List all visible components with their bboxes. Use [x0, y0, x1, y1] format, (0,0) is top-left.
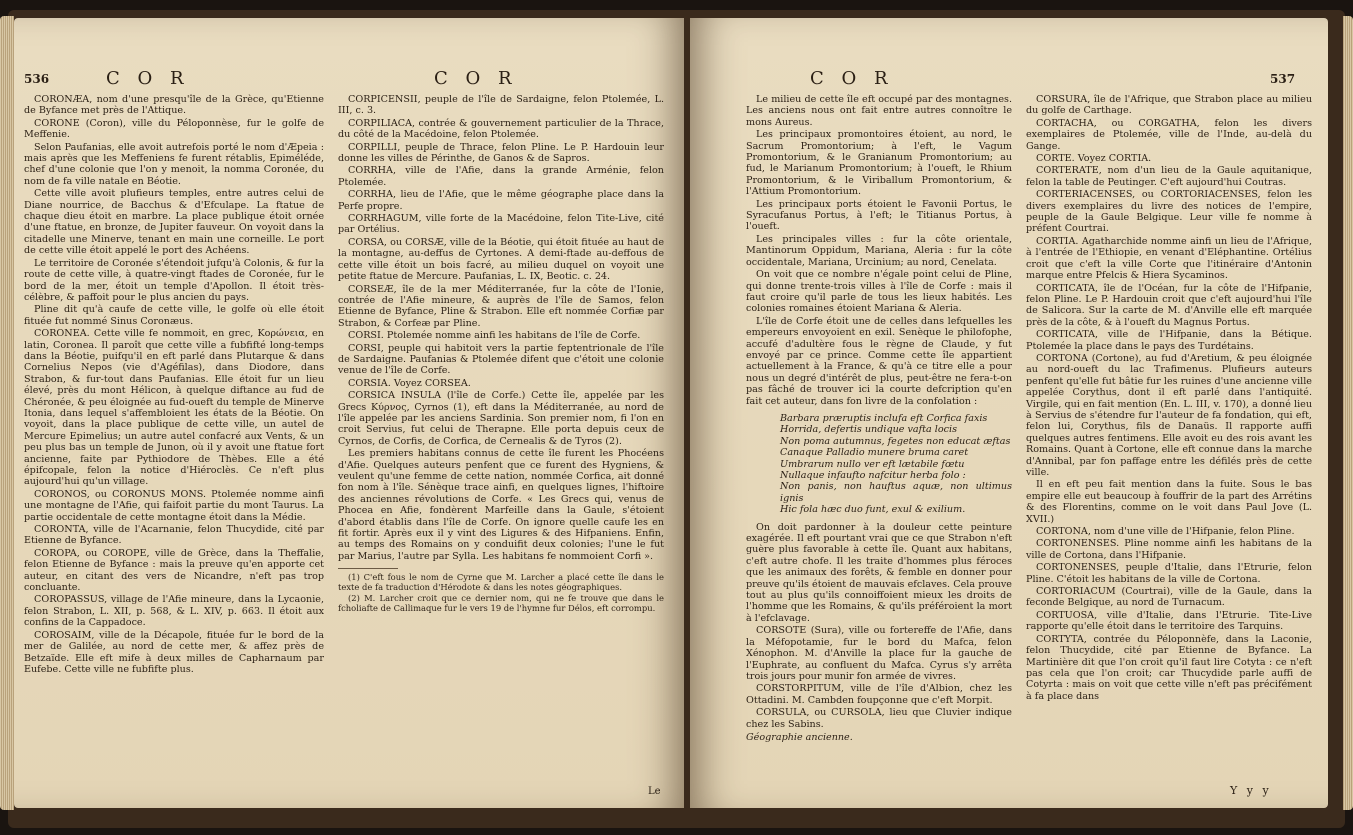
entry-paragraph: CORTE. Voyez CORTIA.	[1036, 153, 1152, 165]
latin-verse	[746, 413, 1012, 516]
running-header-left-col1: C O R	[106, 68, 190, 89]
entry-paragraph: CORTONA (Cortone), au fud d'Aretium, & peu éloignée au nord-oueft du lac Trafimenus. Plufieurs auteurs penfent qu'elle fut bâtie fur les ruines d'une ancienne ville appelée Corythus, dont il eft parlé dans l'antiquité. Virgile, qui en fait mention (En. L. III, v. 170), a donné lieu à Servius de s'étendre fur l'auteur de fa fondation, qui eft, felon lui, Corythus, fils de Danaüs. Il rapporte auffi quelques autres fentimens. Elle avoit eu des rois avant les Romains. Quant à Cortone, elle eft connue dans la marche d'Annibal, par fon paffage entre les défilés près de cette ville.	[1026, 352, 1312, 478]
signature-mark: Y y y	[1230, 784, 1272, 797]
left-page	[14, 18, 684, 808]
running-header-left-col2: C O R	[434, 68, 518, 89]
footnote-rule	[338, 568, 398, 569]
entry-paragraph: CORSI. Ptolemée nomme ainfi les habitans de l'île de Corfe.	[348, 330, 641, 342]
entry-paragraph: Les principaux ports étoient le Favonii Portus, le Syracufanus Portus, à l'eft; le Titianus Portus, à l'oueft.	[746, 198, 1012, 233]
verse-line: Nullaque infaufto nafcitur herba folo :	[780, 470, 966, 481]
entry-paragraph: COROPA, ou COROPE, ville de Grèce, dans la Theffalie, felon Etienne de Byfance : mais la preuve qu'en apporte cet auteur, en citant des vers de Nicandre, n'eft pas trop concluante.	[24, 547, 324, 594]
page-edges-right	[1343, 16, 1353, 810]
entry-paragraph: CORONOS, ou CORONUS MONS. Ptolemée nomme ainfi une montagne de l'Afie, qui faifoit partie du mont Taurus. La partie occidentale de cette montagne étoit dans la Médie.	[24, 488, 324, 523]
catchword: Le	[648, 786, 661, 797]
entry-paragraph: COROSAIM, ville de la Décapole, fituée fur le bord de la mer de Galilée, au nord de cette mer, & affez près de Betzaïde. Elle eft mife à deux milles de Capharnaum par Eufebe. Cette ville ne fubfifte plus.	[24, 629, 324, 675]
entry-paragraph: CORRHA, ville de l'Afie, dans la grande Arménie, felon Ptolemée.	[338, 165, 664, 188]
entry-paragraph: CORSIA. Voyez CORSEA.	[348, 377, 471, 389]
entry-paragraph: Cette ville avoit plufieurs temples, entre autres celui de Diane nourrice, de Bacchus & d'Efculape. La ftatue de chaque dieu étoit en marbre. La place publique étoit ornée d'une ftatue, en bronze, de Jupiter fauveur. On voyoit dans la citadelle une Minerve, tenant en main une corneille. Le port de cette ville étoit appelé le port des Achéens.	[24, 188, 324, 257]
entry-paragraph: L'île de Corfe étoit une de celles dans lefquelles les empereurs envoyoient en exil. Senèque le philofophe, accufé d'adultère fous le règne de Claude, y fut envoyé par ce prince. Comme cette île appartient actuellement à la France, & qu'à ce titre elle a pour nous un degré d'intérêt de plus, peut-être ne fera-t-on pas fâché de trouver ici la courte defcription qu'en fait cet auteur, dans fon livre de la confolation :	[746, 315, 1012, 407]
entry-paragraph: CORSULA, ou CURSOLA, lieu que Cluvier indique chez les Sabins.	[746, 707, 1012, 730]
entry-paragraph: CORSICA INSULA (l'île de Corfe.) Cette île, appelée par les Grecs Κύρνος, Cyrnos (1), eft dans la Méditerranée, au nord de l'île appelée par les anciens Sardinia. Son premier nom, fi l'on en croit Servius, fut celui de Therapne. Elle porta depuis ceux de Cyrnos, de Corfis, de Corfica, de Cernealis & de Tyros (2).	[338, 390, 664, 447]
entry-paragraph: CORTONA, nom d'une ville de l'Hifpanie, felon Pline.	[1036, 526, 1295, 538]
entry-paragraph: CORONEA. Cette ville fe nommoit, en grec, Κορώνεια, en latin, Coronea. Il paroît que cette ville a fubfifté long-temps dans la Béotie, puifqu'il en eft parlé dans Plutarque & dans Cornelius Nepos (vie d'Agéfilas), dans Diodore, dans Strabon, & fur-tout dans Paufanias. Elle étoit fur un lieu élevé, près du mont Hélicon, à quelque diftance au fud de Chéronée, & peu éloignée au fud-oueft du temple de Minerve Itonia, dans lequel s'affembloient les états de la Béotie. On voyoit, dans la place publique de cette ville, un autel de Mercure Epimelius; un autre autel confacré aux Vents, & un peu plus bas un temple de Junon, où il y avoit une ftatue fort ancienne, faite par Pythiodore de Thèbes. Elle a été épifcopale, felon la notice d'Hiéroclès. Ce n'eft plus aujourd'hui qu'un village.	[24, 328, 324, 488]
entry-paragraph: CORSTORPITUM, ville de l'île d'Albion, chez les Ottadini. M. Cambden foupçonne que c'eft Morpit.	[746, 683, 1012, 706]
entry-paragraph: CORTERATE, nom d'un lieu de la Gaule aquitanique, felon la table de Peutinger. C'eft aujourd'hui Coutras.	[1026, 165, 1312, 188]
verse-line: Non poma autumnus, fegetes non educat æftas	[780, 435, 1011, 447]
footnote: (1) C'eft fous le nom de Cyrne que M. Larcher a placé cette île dans le texte de fa traduction d'Hérodote & dans les notes géographiques.	[338, 572, 664, 593]
footer-title: Géographie ancienne.	[746, 731, 853, 743]
right-page	[690, 18, 1328, 808]
entry-paragraph: CORONÆA, nom d'une presqu'île de la Grèce, qu'Etienne de Byfance met près de l'Attique.	[24, 94, 324, 117]
entry-paragraph: CORPILIACA, contrée & gouvernement particulier de la Thrace, du côté de la Macédoine, felon Ptolemée.	[338, 117, 664, 141]
running-header-right: C O R	[810, 68, 894, 89]
entry-paragraph: Le territoire de Coronée s'étendoit jufqu'à Colonis, & fur la route de cette ville, à quatre-vingt ftades de Coronée, fur le bord de la mer, étoit un temple d'Apollon. Il étoit très-célèbre, & paffoit pour le plus ancien du pays.	[24, 257, 324, 303]
entry-paragraph: CORSI, peuple qui habitoit vers la partie feptentrionale de l'île de Sardaigne. Paufanias & Ptolemée difent que c'étoit une colonie venue de l'île de Corfe.	[338, 342, 664, 377]
entry-paragraph: CORPILLI, peuple de Thrace, felon Pline. Le P. Hardouin leur donne les villes de Périnthe, de Ganos & de Sapros.	[338, 141, 664, 165]
entry-paragraph: CORSEÆ, île de la mer Méditerranée, fur la côte de l'Ionie, contrée de l'Afie mineure, & auprès de l'île de Samos, felon Etienne de Byfance, Pline & Strabon. Elle eft nommée Corfiæ par Strabon, & Corfeæ par Pline.	[338, 283, 664, 329]
left-column-2	[338, 94, 664, 614]
entry-paragraph: COROPASSUS, village de l'Afie mineure, dans la Lycaonie, felon Strabon, L. XII, p. 568, & L. XIV, p. 663. Il étoit aux confins de la Cappadoce.	[24, 594, 324, 629]
entry-paragraph: CORSA, ou CORSÆ, ville de la Béotie, qui étoit fituée au haut de la montagne, au-deffus de Cyrtones. A demi-ftade au-deffous de cette ville étoit un bois facré, au milieu duquel on voyoit une petite ftatue de Mercure. Paufanias, L. IX, Beotic. c. 24.	[338, 236, 664, 283]
entry-paragraph: CORONTA, ville de l'Acarnanie, felon Thucydide, cité par Etienne de Byfance.	[24, 524, 324, 547]
entry-paragraph: CORSOTE (Sura), ville ou fortereffe de l'Afie, dans la Méfopotamie, fur le bord du Mafca, felon Xénophon. M. d'Anville la place fur la gauche de l'Euphrate, au confluent du Mafca. Cyrus s'y arrêta trois jours pour munir fon armée de vivres.	[746, 625, 1012, 682]
entry-paragraph: CORTICATA, île de l'Océan, fur la côte de l'Hifpanie, felon Pline. Le P. Hardouin croit que c'eft aujourd'hui l'île de Salicora. Sur la carte de M. d'Anville elle eft marquée près de la côte, & à l'oueft du Magnus Portus.	[1026, 282, 1312, 328]
verse-line: Horrida, defertis undique vafta locis	[780, 424, 958, 436]
entry-paragraph: CORRHAGUM, ville forte de la Macédoine, felon Tite-Live, cité par Ortélius.	[338, 213, 664, 236]
page-number-right: 537	[1270, 72, 1296, 86]
entry-paragraph: Il en eft peu fait mention dans la fuite. Sous le bas empire elle eut beaucoup à fouffrir de la part des Arrétins & des Florentins, comme on le voit dans Paul Jove (L. XVII.)	[1026, 479, 1312, 525]
entry-paragraph: CORPICENSII, peuple de l'île de Sardaigne, felon Ptolemée, L. III, c. 3.	[338, 94, 664, 117]
left-column-1	[24, 94, 324, 676]
entry-paragraph: Les premiers habitans connus de cette île furent les Phocéens d'Afie. Quelques auteurs penfent que ce furent des Hygniens, & veulent qu'une femme de cette nation, nommée Corfica, ait donné fon nom à l'île. Sénèque trace ainfi, en quelques lignes, l'hiftoire des anciennes révolutions de Corfe. « Les Grecs qui, venus de Phocea en Afie, fondèrent Marfeille dans la Gaule, s'étoient d'abord établis dans l'île de Corfe. On ignore quelle caufe les en fit fortir. Après eux il y vint des Ligures & des Hifpaniens. Enfin, au temps des Romains on y conduifit deux colonies; l'une le fut par Marius, l'autre par Sylla. Les habitans fe nommoient Corfi ».	[338, 448, 664, 562]
page-number-left: 536	[24, 72, 50, 86]
entry-paragraph: CORTONENSES. Pline nomme ainfi les habitans de la ville de Cortona, dans l'Hifpanie.	[1026, 538, 1312, 561]
entry-paragraph: Selon Paufanias, elle avoit autrefois porté le nom d'Æpeia : mais après que les Meffeniens fe furent rétablis, Epiméléde, chef d'une colonie que l'on y menoit, la nomma Coronée, du nom de fa ville natale en Béotie.	[24, 141, 324, 187]
entry-paragraph: On voit que ce nombre n'égale point celui de Pline, qui donne trente-trois villes à l'île de Corfe : mais il faut croire qu'il parle de tous les lieux habités. Les colonies romaines étoient Mariana & Aleria.	[746, 269, 1012, 315]
entry-paragraph: CORTORIACUM (Courtrai), ville de la Gaule, dans la feconde Belgique, au nord de Turnacum.	[1026, 586, 1312, 609]
entry-paragraph: Pline dit qu'à caufe de cette ville, le golfe où elle étoit fituée fut nommé Sinus Coronæus.	[24, 304, 324, 327]
entry-paragraph: CORTUOSA, ville d'Italie, dans l'Etrurie. Tite-Live rapporte qu'elle étoit dans le territoire des Tarquins.	[1026, 609, 1312, 633]
verse-line: Canaque Palladio munere bruma caret	[780, 447, 969, 459]
verse-line: Non panis, non hauftus aquæ, non ultimus ignis	[780, 481, 1012, 504]
verse-line: Umbrarum nullo ver eft lætabile fœtu	[780, 458, 965, 470]
entry-paragraph: CORRHA, lieu de l'Afie, que le même géographe place dans la Perfe propre.	[338, 189, 664, 212]
entry-paragraph: Les principales villes : fur la côte orientale, Mantinorum Oppidum, Mariana, Aleria : fur la côte occidentale, Mariana, Urcinium; au nord, Cenelata.	[746, 233, 1012, 268]
entry-paragraph: CORTIA. Agatharchide nomme ainfi un lieu de l'Afrique, à l'entrée de l'Ethiopie, en venant d'Eléphantine. Ortélius croit que c'eft la ville Corte que l'itinéraire d'Antonin marque entre Pfelcis & Hiera Sycaminos.	[1026, 235, 1312, 282]
entry-paragraph: Les principaux promontoires étoient, au nord, le Sacrum Promontorium; à l'eft, le Vagum Promontorium, & le Granianum Promontorium; au fud, le Marianum Promontorium; à l'oueft, le Rhium Promontorium, & le Viriballum Promontorium, & l'Attium Promontorium.	[746, 129, 1012, 198]
verse-line: Hic fola hæc duo funt, exul & exilium.	[780, 504, 966, 516]
entry-paragraph: Le milieu de cette île eft occupé par des montagnes. Les anciens nous ont fait entre autres connoître le mons Aureus.	[746, 94, 1012, 128]
entry-paragraph: On doit pardonner à la douleur cette peinture exagérée. Il eft pourtant vrai que ce que Strabon n'eft guère plus favorable à cette île. Quant aux habitans, c'eft autre chofe. Il les traite d'hommes plus féroces que les animaux des forêts, & femble en donner pour preuve qu'ils étoient de mauvais efclaves. Cela prouve tout au plus qu'ils connoiffoient mieux les droits de l'homme que les Romains, & qu'ils préféroient la mort à l'efclavage.	[746, 521, 1012, 624]
verse-line: Barbara præruptis inclufa eft Corfica faxis	[780, 412, 988, 424]
right-column-1	[746, 94, 1012, 743]
entry-paragraph: CORTACHA, ou CORGATHA, felon les divers exemplaires de Ptolemée, ville de l'Inde, au-delà du Gange.	[1026, 117, 1312, 152]
entry-paragraph: CORTYTA, contrée du Péloponnèfe, dans la Laconie, felon Thucydide, cité par Etienne de Byfance. La Martinière dit que l'on croit qu'il faut lire Cotyta : ce n'eft pas cela que l'on croit; car Thucydide parle auffi de Cotyrta : mais on voit que cette ville n'eft pas précifément à fa place dans	[1026, 633, 1312, 702]
entry-paragraph: CORONE (Coron), ville du Péloponnèse, fur le golfe de Meffenie.	[24, 117, 324, 141]
page-edges-left	[0, 16, 14, 810]
entry-paragraph: CORSURA, île de l'Afrique, que Strabon place au milieu du golfe de Carthage.	[1026, 94, 1312, 117]
entry-paragraph: CORTONENSES, peuple d'Italie, dans l'Etrurie, felon Pline. C'étoit les habitans de la ville de Cortona.	[1026, 562, 1312, 585]
right-column-2	[1026, 94, 1312, 703]
entry-paragraph: CORTERIACENSES, ou CORTORIACENSES, felon les divers exemplaires du livre des notices de l'empire, peuple de la Gaule Belgique. Leur ville fe nomme à préfent Courtrai.	[1026, 189, 1312, 235]
footnote: (2) M. Larcher croit que ce dernier nom, qui ne fe trouve que dans le fcholiafte de Callimaque fur le vers 19 de l'hymne fur Délos, eft corrompu.	[338, 593, 664, 614]
entry-paragraph: CORTICATA, ville de l'Hifpanie, dans la Bétique. Ptolemée la place dans le pays des Turdétains.	[1026, 329, 1312, 352]
